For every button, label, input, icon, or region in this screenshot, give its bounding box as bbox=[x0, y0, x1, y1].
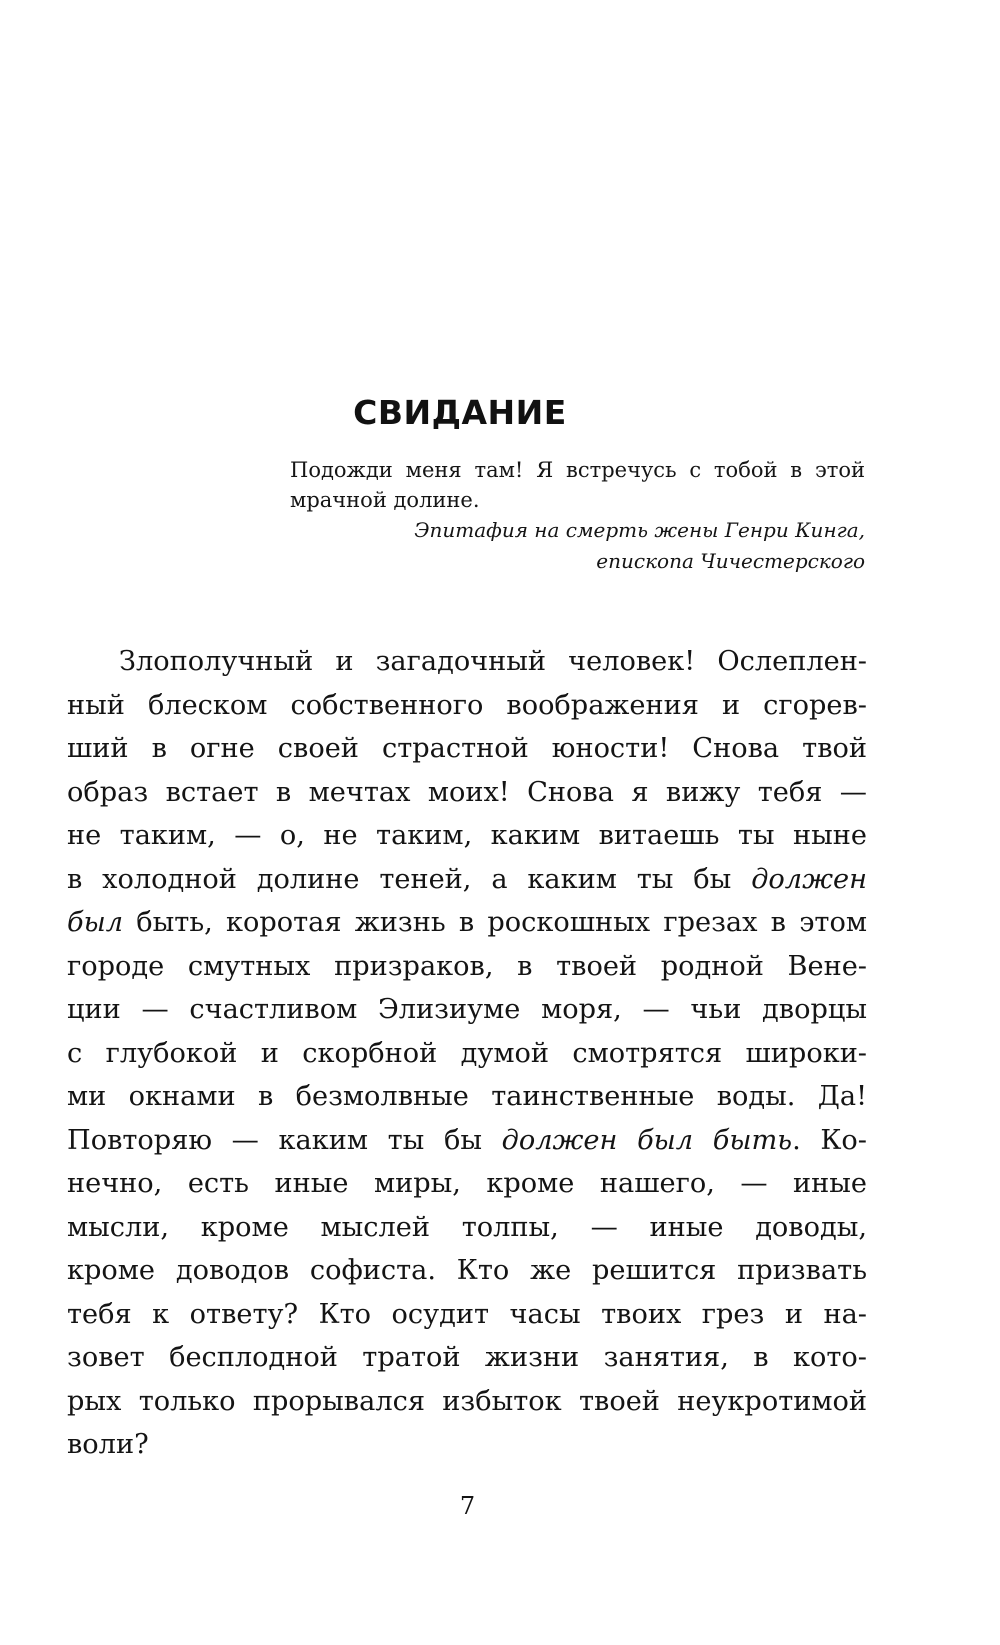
chapter-title: СВИДАНИЕ bbox=[353, 393, 567, 432]
body-paragraph bbox=[67, 640, 867, 1467]
text-line: был быть, коротая жизнь в роскошных грезах в этом bbox=[67, 907, 867, 938]
text-line: в холодной долине теней, а каким ты бы должен bbox=[67, 863, 867, 895]
italic-emphasis: должен bbox=[751, 863, 867, 895]
italic-emphasis: был bbox=[67, 907, 124, 938]
text-line: ции — счастливом Элизиуме моря, — чьи дворцы bbox=[67, 994, 867, 1025]
epigraph-attribution-line-2: епископа Чичестерского bbox=[596, 549, 865, 573]
text-line: тебя к ответу? Кто осудит часы твоих грез и на- bbox=[67, 1298, 867, 1330]
text-line: мысли, кроме мыслей толпы, — иные доводы, bbox=[67, 1211, 867, 1243]
text-line: не таким, — о, не таким, каким витаешь ты ныне bbox=[67, 820, 867, 851]
text-line: кроме доводов софиста. Кто же решится призвать bbox=[67, 1255, 867, 1286]
text-line: ми окнами в безмолвные таинственные воды. Да! bbox=[67, 1081, 867, 1112]
epigraph-attribution-line-1: Эпитафия на смерть жены Генри Кинга, bbox=[414, 518, 865, 542]
text-line: зовет бесплодной тратой жизни занятия, в кото- bbox=[67, 1342, 867, 1373]
epigraph-attribution bbox=[290, 515, 865, 577]
text-line: воли? bbox=[67, 1429, 149, 1460]
text-line: городе смутных призраков, в твоей родной Вене- bbox=[67, 950, 867, 982]
text-line: образ встает в мечтах моих! Снова я вижу тебя — bbox=[67, 776, 867, 808]
text-line: Повторяю — каким ты бы должен был быть. Ко- bbox=[67, 1124, 867, 1156]
text-line: с глубокой и скорбной думой смотрятся широки- bbox=[67, 1037, 867, 1069]
page-number: 7 bbox=[459, 1492, 476, 1520]
text-line: ший в огне своей страстной юности! Снова твой bbox=[67, 733, 867, 764]
text-line: нечно, есть иные миры, кроме нашего, — иные bbox=[67, 1168, 867, 1199]
text-line: Злополучный и загадочный человек! Ослеплен- bbox=[119, 646, 867, 677]
text-line: ный блеском собственного воображения и сгорев- bbox=[67, 689, 867, 721]
text-line: рых только прорывался избыток твоей неукротимой bbox=[67, 1385, 867, 1417]
italic-emphasis: должен был быть bbox=[501, 1124, 793, 1156]
epigraph bbox=[290, 455, 865, 577]
epigraph-quote: Подожди меня там! Я встречусь с тобой в этой мрачной долине. bbox=[290, 458, 865, 512]
